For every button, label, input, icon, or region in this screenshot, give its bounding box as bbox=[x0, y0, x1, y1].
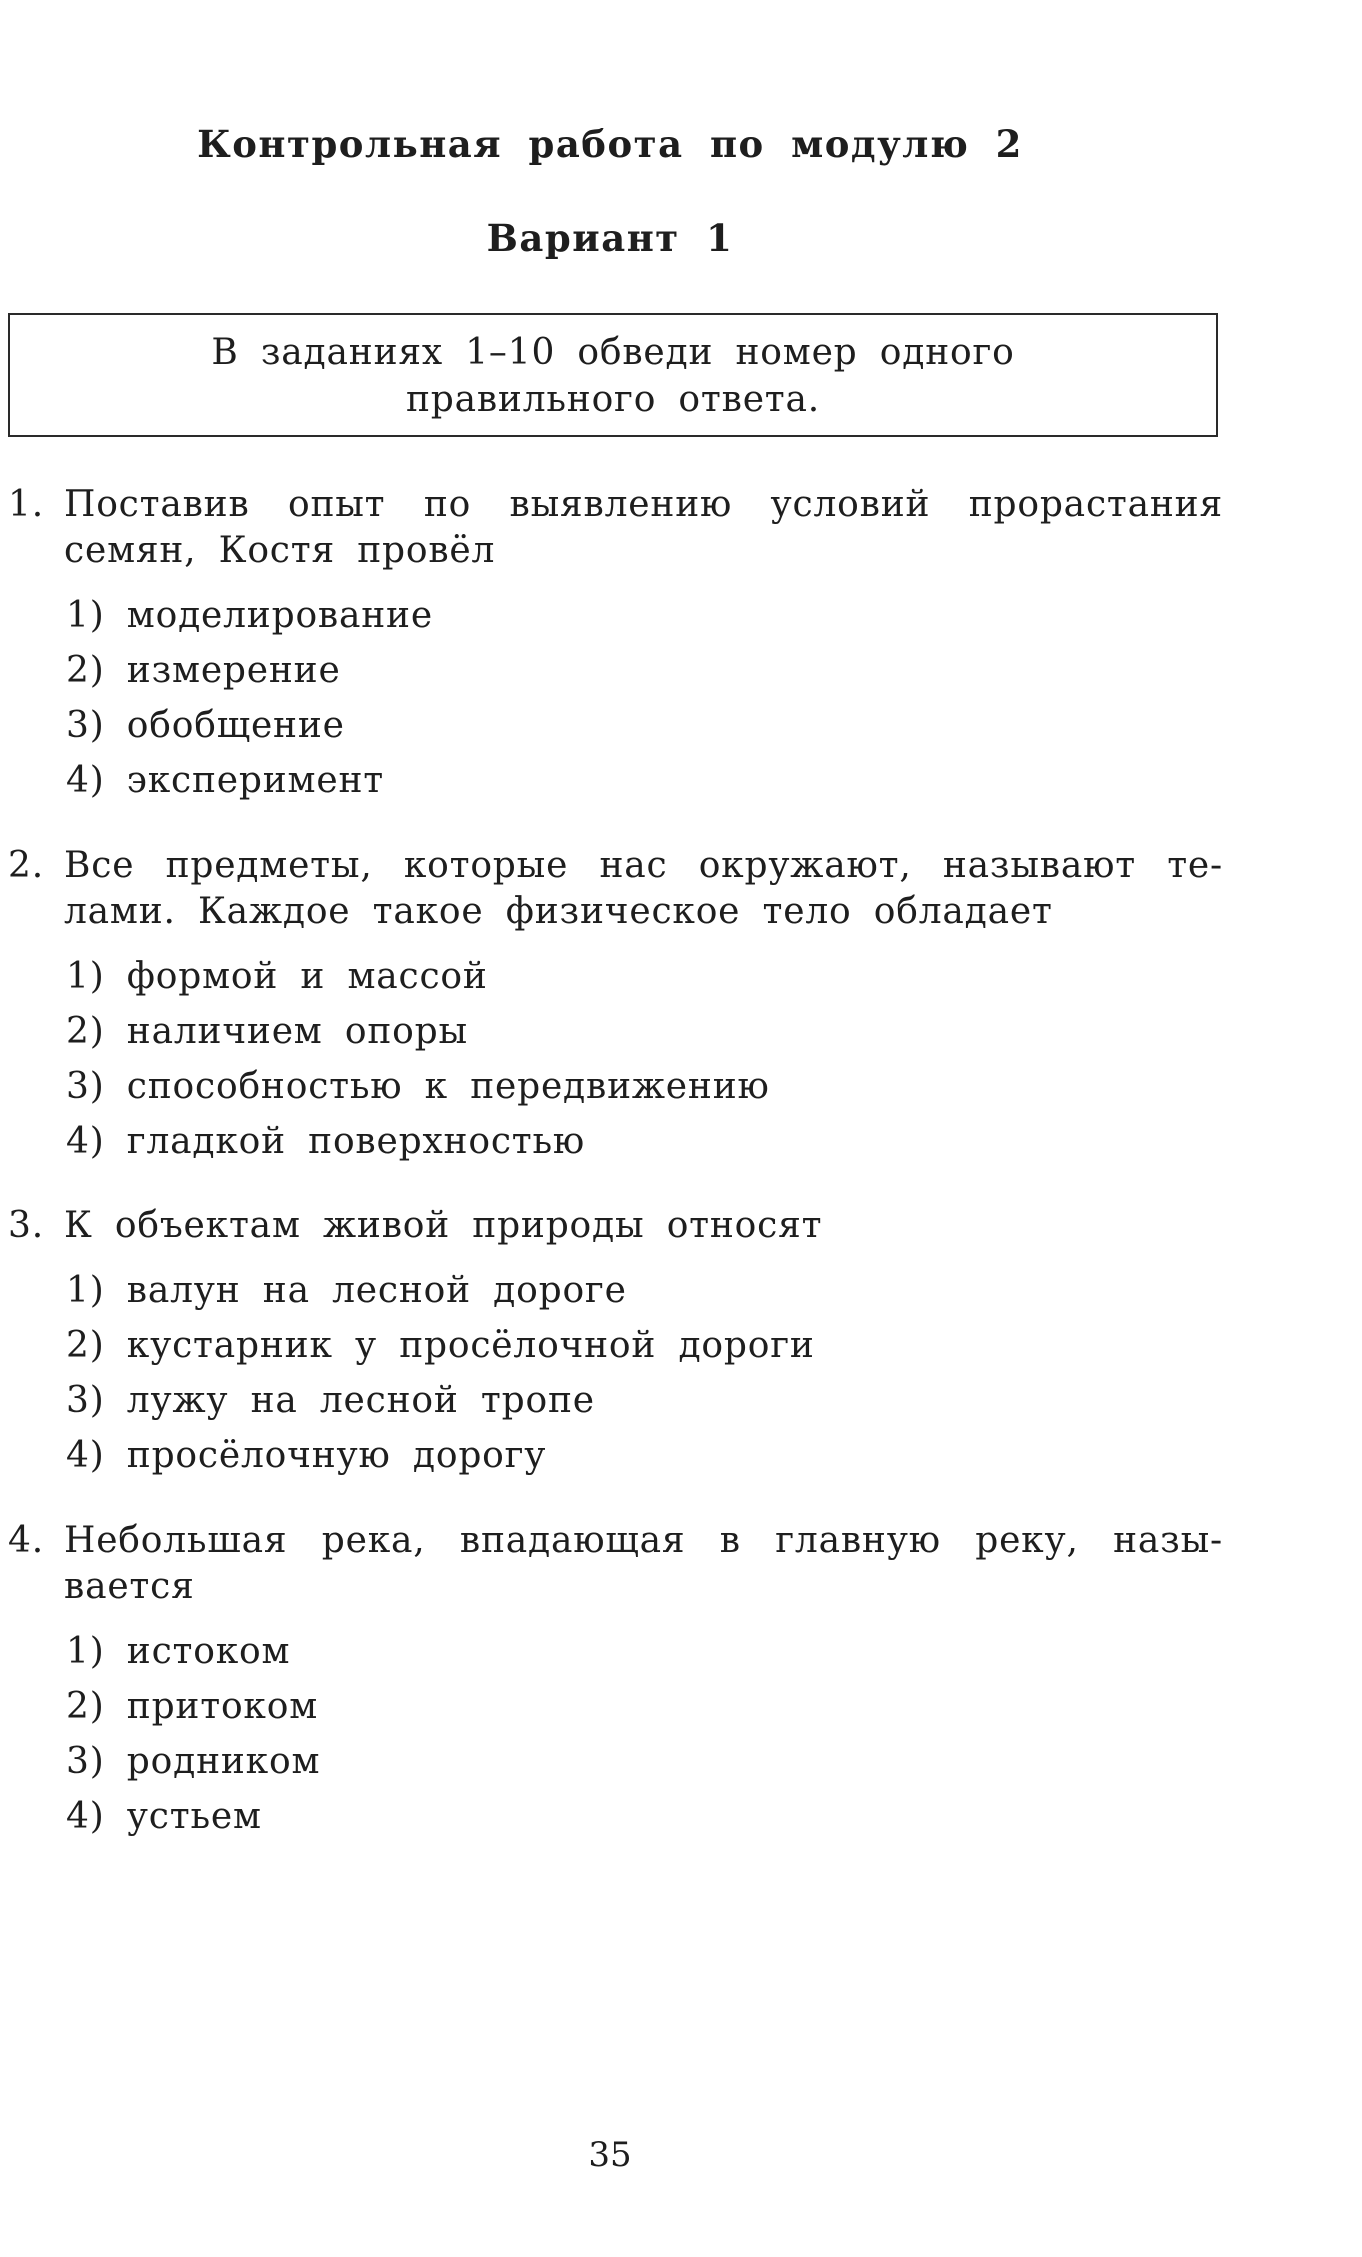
answer-options bbox=[8, 949, 1223, 1169]
answer-option[interactable]: 3) родником bbox=[66, 1741, 321, 1782]
question-text-line: семян, Костя провёл bbox=[64, 530, 496, 571]
question-3 bbox=[8, 1203, 1223, 1483]
variant-heading: Вариант 1 bbox=[486, 216, 734, 260]
question-number: 1. bbox=[8, 484, 44, 525]
question-text-line: Поставив опыт по выявлению условий прорастания bbox=[64, 484, 1223, 525]
answer-option[interactable]: 4) эксперимент bbox=[66, 760, 384, 801]
answer-option[interactable]: 4) устьем bbox=[66, 1796, 262, 1837]
question-text-line: лами. Каждое такое физическое тело обладает bbox=[64, 891, 1053, 932]
question-stem bbox=[8, 843, 1223, 935]
answer-option[interactable]: 4) гладкой поверхностью bbox=[66, 1121, 586, 1162]
question-number: 3. bbox=[8, 1205, 44, 1246]
answer-option[interactable]: 1) истоком bbox=[66, 1631, 291, 1672]
answer-option[interactable]: 2) наличием опоры bbox=[66, 1011, 468, 1052]
question-number: 4. bbox=[8, 1520, 44, 1561]
answer-option[interactable]: 3) лужу на лесной тропе bbox=[66, 1380, 595, 1421]
question-2 bbox=[8, 843, 1223, 1169]
question-stem bbox=[8, 1203, 1223, 1249]
answer-options bbox=[8, 1624, 1223, 1844]
question-1 bbox=[8, 482, 1223, 808]
answer-option[interactable]: 2) кустарник у просёлочной дороги bbox=[66, 1325, 815, 1366]
question-text-line: Все предметы, которые нас окружают, называют те- bbox=[64, 845, 1223, 886]
answer-option[interactable]: 3) способностью к передвижению bbox=[66, 1066, 770, 1107]
question-text-line: вается bbox=[64, 1566, 195, 1607]
answer-option[interactable]: 2) притоком bbox=[66, 1686, 318, 1727]
answer-options bbox=[8, 588, 1223, 808]
question-number: 2. bbox=[8, 845, 44, 886]
answer-option[interactable]: 1) валун на лесной дороге bbox=[66, 1270, 627, 1311]
instruction-box bbox=[8, 313, 1218, 437]
question-text-line: К объектам живой природы относят bbox=[64, 1205, 823, 1246]
answer-option[interactable]: 3) обобщение bbox=[66, 705, 345, 746]
answer-option[interactable]: 4) просёлочную дорогу bbox=[66, 1435, 547, 1476]
page-title: Контрольная работа по модулю 2 bbox=[197, 122, 1023, 166]
answer-option[interactable]: 1) формой и массой bbox=[66, 956, 488, 997]
instruction-line-2: правильного ответа. bbox=[405, 379, 821, 420]
question-stem bbox=[8, 1518, 1223, 1610]
answer-option[interactable]: 1) моделирование bbox=[66, 595, 433, 636]
answer-options bbox=[8, 1263, 1223, 1483]
question-text-line: Небольшая река, впадающая в главную реку, назы- bbox=[64, 1520, 1223, 1561]
instruction-line-1: В заданиях 1–10 обведи номер одного bbox=[211, 332, 1015, 373]
question-stem bbox=[8, 482, 1223, 574]
question-4 bbox=[8, 1518, 1223, 1844]
page-number: 35 bbox=[588, 2135, 632, 2175]
answer-option[interactable]: 2) измерение bbox=[66, 650, 341, 691]
